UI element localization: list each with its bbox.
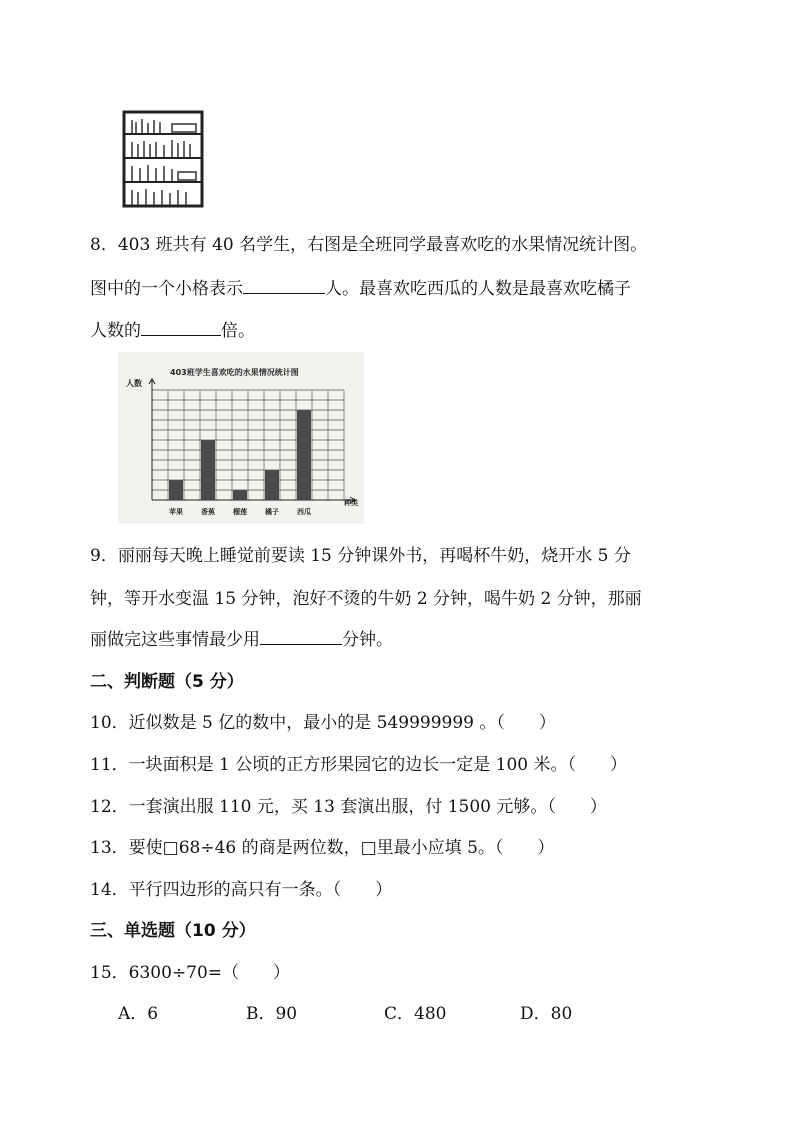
q8-answer-blank-2[interactable] bbox=[141, 318, 221, 336]
q8-line1: 8．403 班共有 40 名学生，右图是全班同学最喜欢吃的水果情况统计图。 bbox=[90, 235, 648, 255]
chart-category-labels bbox=[169, 507, 311, 516]
q15-option-c[interactable]: C．480 bbox=[384, 1004, 447, 1024]
q15-option-a[interactable]: A．6 bbox=[118, 1004, 159, 1024]
q9-line1: 9．丽丽每天晚上睡觉前要读 15 分钟课外书，再喝杯牛奶，烧开水 5 分 bbox=[90, 546, 631, 566]
q8-answer-blank-1[interactable] bbox=[243, 276, 325, 294]
question-13: 13．要使□68÷46 的商是两位数，□里最小应填 5。（ ） bbox=[90, 838, 555, 858]
q9-line3 bbox=[90, 625, 393, 650]
bar-1 bbox=[169, 480, 183, 500]
fruit-bar-chart bbox=[118, 352, 364, 524]
q9-line3-text-b: 分钟。 bbox=[342, 630, 393, 650]
section-2-title: 二、判断题（5 分） bbox=[90, 672, 244, 692]
q15-option-d[interactable]: D．80 bbox=[520, 1004, 573, 1024]
question-11: 11．一块面积是 1 公顷的正方形果园它的边长一定是 100 米。（ ） bbox=[90, 755, 628, 775]
category-label-4: 橘子 bbox=[265, 508, 279, 516]
q9-answer-blank[interactable] bbox=[260, 627, 342, 645]
q8-line2-text-b: 人。最喜欢吃西瓜的人数是最喜欢吃橘子 bbox=[325, 279, 631, 299]
q9-line2: 钟，等开水变温 15 分钟，泡好不烫的牛奶 2 分钟，喝牛奶 2 分钟，那丽 bbox=[90, 589, 642, 609]
q9-line3-text-a: 丽做完这些事情最少用 bbox=[90, 630, 260, 650]
bookshelf-image bbox=[120, 110, 206, 210]
question-12: 12．一套演出服 110 元，买 13 套演出服，付 1500 元够。（ ） bbox=[90, 797, 607, 817]
section-3-title: 三、单选题（10 分） bbox=[90, 921, 256, 941]
category-label-2: 香蕉 bbox=[201, 508, 215, 516]
question-10: 10．近似数是 5 亿的数中，最小的是 549999999 。（ ） bbox=[90, 713, 556, 733]
question-14: 14．平行四边形的高只有一条。（ ） bbox=[90, 880, 393, 900]
q8-line3 bbox=[90, 316, 255, 341]
q15-option-b[interactable]: B．90 bbox=[246, 1004, 298, 1024]
chart-x-axis-label: 种类 bbox=[344, 499, 358, 507]
q8-line2 bbox=[90, 274, 631, 299]
bar-2 bbox=[201, 440, 215, 500]
bar-4 bbox=[265, 470, 279, 500]
chart-title: 403班学生喜欢吃的水果情况统计图 bbox=[170, 368, 299, 377]
category-label-5: 西瓜 bbox=[297, 508, 311, 516]
bar-3 bbox=[233, 490, 247, 500]
q8-line3-text-b: 倍。 bbox=[221, 321, 255, 341]
q8-line2-text-a: 图中的一个小格表示 bbox=[90, 279, 243, 299]
category-label-3: 榴莲 bbox=[233, 508, 247, 516]
q8-line3-text-a: 人数的 bbox=[90, 321, 141, 341]
chart-y-axis-label: 人数 bbox=[126, 379, 142, 388]
bar-5 bbox=[297, 410, 311, 500]
question-15-stem: 15．6300÷70=（ ） bbox=[90, 963, 291, 983]
category-label-1: 苹果 bbox=[169, 508, 183, 516]
chart-bars bbox=[169, 410, 311, 500]
